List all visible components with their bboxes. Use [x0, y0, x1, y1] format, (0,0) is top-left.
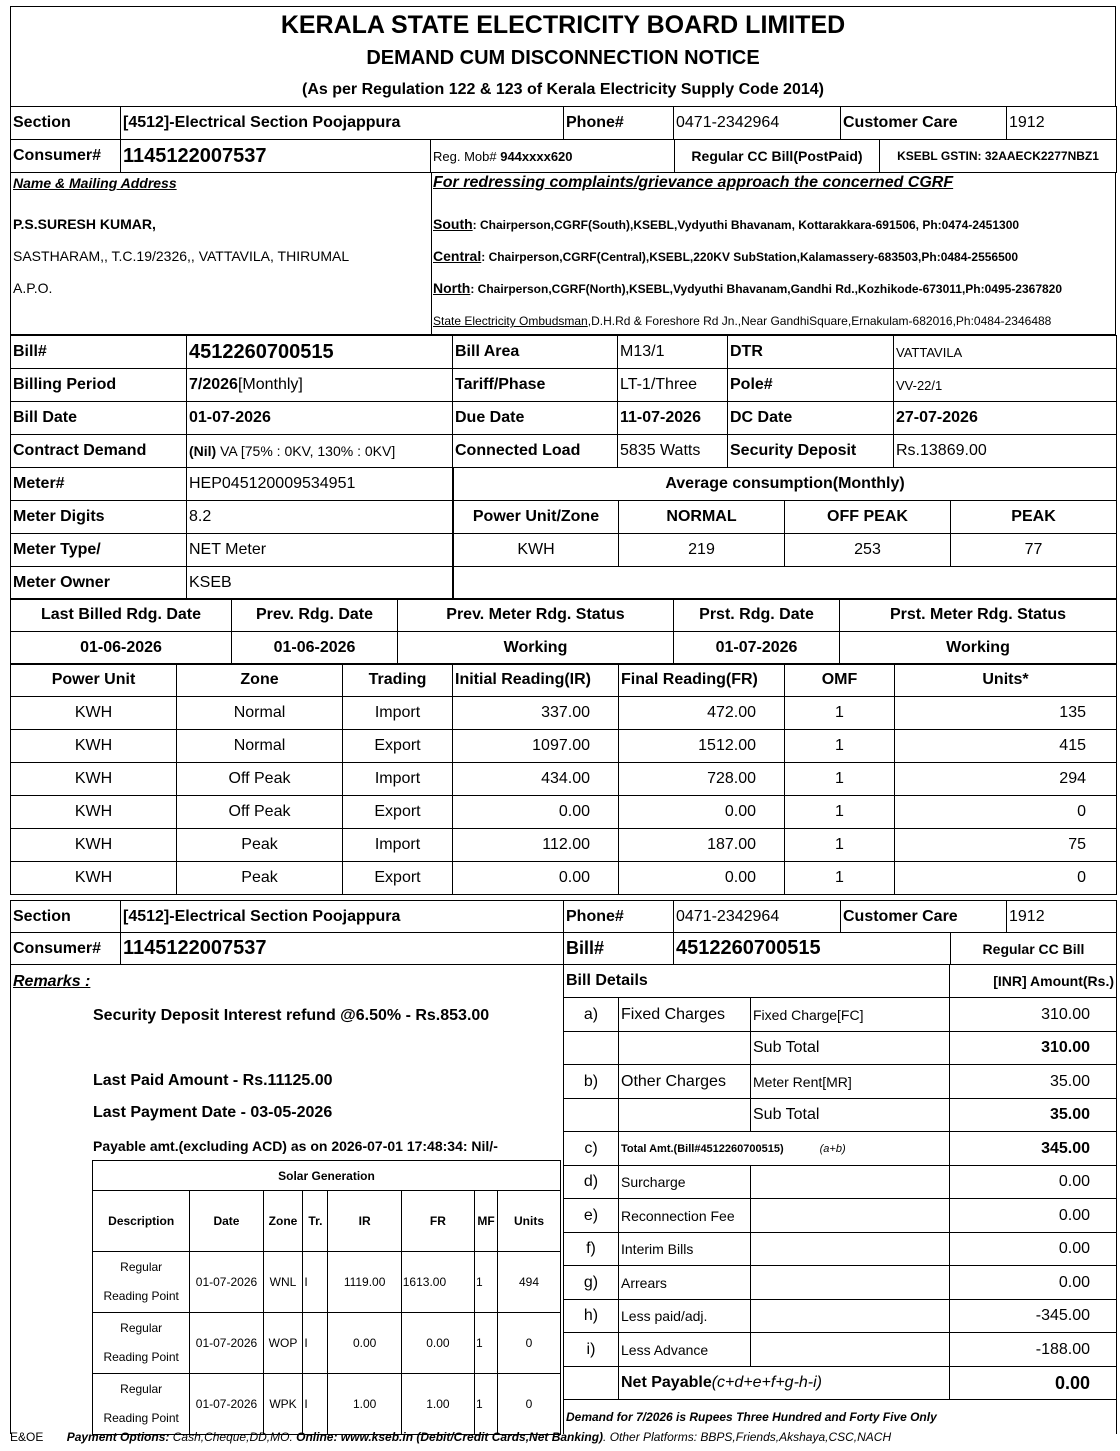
zone: Normal	[177, 697, 343, 730]
solar-zone: WPK	[263, 1374, 303, 1435]
solar-units: 0	[498, 1374, 561, 1435]
table-row	[11, 763, 1117, 796]
last-billed-date-label: Last Billed Rdg. Date	[11, 599, 232, 632]
readings-header: Final Reading(FR)	[619, 664, 785, 697]
south-cgrf: : Chairperson,CGRF(South),KSEBL,Vydyuthi Bhavanam, Kottarakkara-691506, Ph:0474-2451300	[472, 218, 1020, 232]
notice-title: DEMAND CUM DISCONNECTION NOTICE	[366, 47, 760, 69]
solar-date: 01-07-2026	[190, 1313, 263, 1374]
customer-care-value: 1912	[1007, 107, 1117, 140]
dc-date-label: DC Date	[728, 402, 894, 435]
address-line-2: A.P.O.	[13, 280, 53, 296]
solar-title: Solar Generation	[93, 1161, 561, 1191]
readings-header: Power Unit	[11, 664, 177, 697]
reconnection-fee-label: Reconnection Fee	[619, 1199, 751, 1233]
final-reading: 472.00	[619, 697, 785, 730]
power-unit: KWH	[11, 763, 177, 796]
avg-col-peak: PEAK	[951, 501, 1117, 534]
omf: 1	[785, 763, 895, 796]
surcharge-amount: 0.00	[950, 1166, 1117, 1199]
connected-load-value: 5835 Watts	[618, 435, 728, 468]
bill-header	[10, 6, 1116, 106]
slip-care-value: 1912	[1007, 901, 1117, 933]
item-letter: c)	[564, 1132, 619, 1166]
readings-header: Initial Reading(IR)	[453, 664, 619, 697]
slip-consumer-table	[10, 932, 1117, 965]
last-paid-amount: Last Paid Amount - Rs.11125.00	[93, 1072, 333, 1089]
north-cgrf: : Chairperson,CGRF(North),KSEBL,Vydyuthi Bhavanam,Gandhi Rd.,Kozhikode-673011,Ph:0495-2367820	[470, 282, 1063, 296]
power-unit: KWH	[11, 829, 177, 862]
table-row	[93, 1374, 561, 1435]
avg-col-offpeak: OFF PEAK	[785, 501, 951, 534]
total-amount: 345.00	[950, 1132, 1117, 1166]
bill-number: 4512260700515	[187, 336, 453, 369]
fixed-charges-label: Fixed Charges	[619, 998, 751, 1032]
total-amount-label: Total Amt.(Bill#4512260700515)	[621, 1142, 784, 1155]
bill-type: Regular CC Bill(PostPaid)	[675, 140, 880, 173]
solar-desc-sub: Reading Point	[103, 1289, 179, 1303]
section-value: [4512]-Electrical Section Poojappura	[121, 107, 564, 140]
reconnection-fee-amount: 0.00	[950, 1199, 1117, 1233]
board-title: KERALA STATE ELECTRICITY BOARD LIMITED	[280, 11, 846, 39]
solar-table	[92, 1160, 561, 1435]
slip-phone-value: 0471-2342964	[674, 901, 841, 933]
pole-label: Pole#	[728, 369, 894, 402]
solar-ir: 0.00	[328, 1313, 401, 1374]
arrears-label: Arrears	[619, 1266, 751, 1300]
solar-date: 01-07-2026	[190, 1252, 263, 1313]
net-payable-amount: 0.00	[950, 1367, 1117, 1400]
omf: 1	[785, 862, 895, 895]
solar-header: IR	[328, 1191, 401, 1252]
solar-fr: 1.00	[401, 1374, 474, 1435]
solar-tr: I	[303, 1252, 328, 1313]
solar-fr: 0.00	[401, 1313, 474, 1374]
grievance-heading: For redressing complaints/grievance approach the concerned CGRF	[433, 174, 954, 191]
meter-table	[10, 467, 453, 600]
slip-consumer-number: 1145122007537	[121, 933, 564, 965]
meter-digits: 8.2	[187, 501, 453, 534]
power-unit: KWH	[11, 796, 177, 829]
solar-mf: 1	[475, 1374, 498, 1435]
solar-mf: 1	[475, 1252, 498, 1313]
readings-header: Units*	[895, 664, 1117, 697]
table-row	[93, 1252, 561, 1313]
final-reading: 728.00	[619, 763, 785, 796]
slip-section-table	[10, 900, 1117, 933]
interim-bills-amount: 0.00	[950, 1233, 1117, 1266]
initial-reading: 0.00	[453, 796, 619, 829]
item-letter: h)	[564, 1300, 619, 1333]
omf: 1	[785, 796, 895, 829]
meter-owner-label: Meter Owner	[11, 567, 187, 600]
bill-area-label: Bill Area	[453, 336, 618, 369]
net-payable-label: Net Payable	[621, 1374, 712, 1391]
dc-date: 27-07-2026	[894, 402, 1117, 435]
solar-desc: Regular	[120, 1382, 163, 1396]
regmob-value: 944xxxx620	[500, 148, 573, 164]
prev-rdg-date-label: Prev. Rdg. Date	[232, 599, 398, 632]
central-cgrf: : Chairperson,CGRF(Central),KSEBL,220KV SubStation,Kalamassery-683503,Ph:0484-2556500	[481, 250, 1019, 264]
omf: 1	[785, 697, 895, 730]
due-date-label: Due Date	[453, 402, 618, 435]
south-label: South	[433, 216, 473, 232]
meter-label: Meter#	[11, 468, 187, 501]
demand-in-words: Demand for 7/2026 is Rupees Three Hundred and Forty Five Only	[564, 1400, 1117, 1434]
slip-section-value: [4512]-Electrical Section Poojappura	[121, 901, 564, 933]
omf: 1	[785, 730, 895, 763]
subtotal-other: 35.00	[950, 1099, 1117, 1132]
solar-desc: Regular	[120, 1260, 163, 1274]
item-letter: a)	[564, 998, 619, 1032]
trading: Export	[343, 796, 453, 829]
solar-units: 0	[498, 1313, 561, 1374]
north-label: North	[433, 280, 471, 296]
solar-zone: WOP	[263, 1313, 303, 1374]
solar-desc-sub: Reading Point	[103, 1411, 179, 1425]
regmob-label: Reg. Mob#	[433, 148, 497, 164]
customer-name: P.S.SURESH KUMAR,	[13, 216, 156, 232]
total-formula: (a+b)	[819, 1142, 846, 1155]
pole-value: VV-22/1	[894, 369, 1117, 402]
zone: Peak	[177, 862, 343, 895]
avg-consumption-title: Average consumption(Monthly)	[454, 468, 1117, 501]
section-table	[10, 106, 1117, 140]
meter-type-label: Meter Type/	[11, 534, 187, 567]
units: 415	[895, 730, 1117, 763]
ombudsman-address: ,D.H.Rd & Foreshore Rd Jn.,Near GandhiSquare,Ernakulam-682016,Ph:0484-2346488	[587, 314, 1052, 328]
units: 0	[895, 796, 1117, 829]
gstin: KSEBL GSTIN: 32AAECK2277NBZ1	[880, 140, 1117, 173]
reading-dates-table	[10, 598, 1117, 665]
avg-col-unit: Power Unit/Zone	[454, 501, 619, 534]
interim-bills-label: Interim Bills	[619, 1233, 751, 1266]
units: 135	[895, 697, 1117, 730]
less-paid-amount: -345.00	[950, 1300, 1117, 1333]
section-label: Section	[11, 107, 121, 140]
item-letter: b)	[564, 1065, 619, 1099]
readings-header: Trading	[343, 664, 453, 697]
billing-period-label: Billing Period	[11, 369, 187, 402]
last-payment-date: Last Payment Date - 03-05-2026	[93, 1104, 333, 1121]
slip-section-label: Section	[11, 901, 121, 933]
final-reading: 0.00	[619, 862, 785, 895]
readings-header: OMF	[785, 664, 895, 697]
table-row	[93, 1313, 561, 1374]
bill-details-label: Bill Details	[564, 965, 950, 998]
prst-rdg-date: 01-07-2026	[674, 632, 840, 665]
billing-frequency: [Monthly]	[237, 376, 303, 393]
readings-header: Zone	[177, 664, 343, 697]
initial-reading: 0.00	[453, 862, 619, 895]
address-line-1: SASTHARAM,, T.C.19/2326,, VATTAVILA, THIRUMAL	[13, 248, 350, 264]
meter-type: NET Meter	[187, 534, 453, 567]
table-row	[11, 730, 1117, 763]
solar-header: Units	[498, 1191, 561, 1252]
address-label: Name & Mailing Address	[13, 175, 177, 191]
contract-demand-value: VA [75% : 0KV, 130% : 0KV]	[216, 443, 396, 459]
prst-rdg-status-label: Prst. Meter Rdg. Status	[840, 599, 1117, 632]
solar-tr: I	[303, 1313, 328, 1374]
less-advance-label: Less Advance	[619, 1333, 751, 1367]
security-deposit-value: Rs.13869.00	[894, 435, 1117, 468]
solar-units: 494	[498, 1252, 561, 1313]
table-row	[11, 697, 1117, 730]
online-payment: Online: www.kseb.in (Debit/Credit Cards,Net Banking)	[292, 1430, 604, 1444]
solar-header: Description	[93, 1191, 190, 1252]
regulation-note: (As per Regulation 122 & 123 of Kerala Electricity Supply Code 2014)	[302, 81, 824, 98]
power-unit: KWH	[11, 697, 177, 730]
security-deposit-label: Security Deposit	[728, 435, 894, 468]
due-date: 11-07-2026	[618, 402, 728, 435]
dtr-value: VATTAVILA	[894, 336, 1117, 369]
bill-area-value: M13/1	[618, 336, 728, 369]
solar-mf: 1	[475, 1313, 498, 1374]
solar-desc: Regular	[120, 1321, 163, 1335]
subtotal-fixed: 310.00	[950, 1032, 1117, 1065]
meter-number: HEP045120009534951	[187, 468, 453, 501]
slip-consumer-label: Consumer#	[11, 933, 121, 965]
avg-col-normal: NORMAL	[619, 501, 785, 534]
arrears-amount: 0.00	[950, 1266, 1117, 1300]
table-row	[11, 796, 1117, 829]
meter-owner: KSEB	[187, 567, 453, 600]
trading: Import	[343, 829, 453, 862]
table-row	[11, 862, 1117, 895]
remarks-label: Remarks :	[13, 973, 91, 990]
avg-unit: KWH	[454, 534, 619, 567]
tariff-value: LT-1/Three	[618, 369, 728, 402]
bill-date: 01-07-2026	[187, 402, 453, 435]
meter-rent-label: Meter Rent[MR]	[751, 1065, 950, 1099]
item-letter: e)	[564, 1199, 619, 1233]
solar-zone: WNL	[263, 1252, 303, 1313]
trading: Export	[343, 730, 453, 763]
eoe-note: E&OE	[10, 1430, 44, 1444]
solar-ir: 1119.00	[328, 1252, 401, 1313]
less-paid-label: Less paid/adj.	[619, 1300, 751, 1333]
omf: 1	[785, 829, 895, 862]
units: 294	[895, 763, 1117, 796]
item-letter: g)	[564, 1266, 619, 1300]
customer-care-label: Customer Care	[841, 107, 1007, 140]
phone-value: 0471-2342964	[674, 107, 841, 140]
fixed-charge-label: Fixed Charge[FC]	[751, 998, 950, 1032]
payment-options-label: Payment Options:	[66, 1430, 170, 1444]
payment-methods: Cash,Cheque,DD,MO.	[169, 1430, 293, 1444]
contract-demand-nil: (Nil)	[189, 443, 217, 459]
meter-rent-amount: 35.00	[950, 1065, 1117, 1099]
consumer-label: Consumer#	[11, 140, 121, 173]
initial-reading: 337.00	[453, 697, 619, 730]
solar-ir: 1.00	[328, 1374, 401, 1435]
ombudsman-label: State Electricity Ombudsman	[433, 314, 588, 328]
table-row	[11, 829, 1117, 862]
slip-bill-label: Bill#	[564, 933, 674, 965]
zone: Off Peak	[177, 796, 343, 829]
dtr-label: DTR	[728, 336, 894, 369]
item-letter: d)	[564, 1166, 619, 1199]
solar-tr: I	[303, 1374, 328, 1435]
net-payable-formula: (c+d+e+f+g-h-i)	[711, 1374, 822, 1391]
solar-header: Tr.	[303, 1191, 328, 1252]
central-label: Central	[433, 248, 482, 264]
avg-offpeak: 253	[785, 534, 951, 567]
prev-rdg-status: Working	[398, 632, 674, 665]
slip-care-label: Customer Care	[841, 901, 1007, 933]
sd-interest-refund: Security Deposit Interest refund @6.50% - Rs.853.00	[93, 1007, 490, 1024]
slip-phone-label: Phone#	[564, 901, 674, 933]
avg-normal: 219	[619, 534, 785, 567]
initial-reading: 1097.00	[453, 730, 619, 763]
bill-number-label: Bill#	[11, 336, 187, 369]
solar-date: 01-07-2026	[190, 1374, 263, 1435]
readings-table	[10, 663, 1117, 895]
payable-amount: Payable amt.(excluding ACD) as on 2026-07-01 17:48:34: Nil/-	[93, 1138, 498, 1154]
solar-header: FR	[401, 1191, 474, 1252]
other-charges-label: Other Charges	[619, 1065, 751, 1099]
trading: Export	[343, 862, 453, 895]
slip-bill-number: 4512260700515	[674, 933, 951, 965]
solar-fr: 1613.00	[401, 1252, 474, 1313]
power-unit: KWH	[11, 730, 177, 763]
billing-period: 7/2026	[189, 376, 238, 393]
avg-peak: 77	[951, 534, 1117, 567]
address-divider	[431, 172, 432, 334]
bill-info-table	[10, 335, 1117, 468]
amount-header: [INR] Amount(Rs.)	[950, 965, 1117, 998]
solar-desc-sub: Reading Point	[103, 1350, 179, 1364]
bill-details-table	[563, 964, 1117, 1434]
trading: Import	[343, 697, 453, 730]
consumer-number: 1145122007537	[121, 140, 431, 173]
bill-date-label: Bill Date	[11, 402, 187, 435]
final-reading: 0.00	[619, 796, 785, 829]
solar-header: Date	[190, 1191, 263, 1252]
other-platforms: . Other Platforms: BBPS,Friends,Akshaya,CSC,NACH	[603, 1430, 892, 1444]
power-unit: KWH	[11, 862, 177, 895]
units: 75	[895, 829, 1117, 862]
consumer-table	[10, 139, 1117, 173]
solar-header: MF	[475, 1191, 498, 1252]
tariff-label: Tariff/Phase	[453, 369, 618, 402]
subtotal-label: Sub Total	[751, 1099, 950, 1132]
zone: Off Peak	[177, 763, 343, 796]
fixed-charge-amount: 310.00	[950, 998, 1117, 1032]
units: 0	[895, 862, 1117, 895]
prev-rdg-date: 01-06-2026	[232, 632, 398, 665]
zone: Peak	[177, 829, 343, 862]
meter-digits-label: Meter Digits	[11, 501, 187, 534]
prev-rdg-status-label: Prev. Meter Rdg. Status	[398, 599, 674, 632]
last-billed-date: 01-06-2026	[11, 632, 232, 665]
item-letter: f)	[564, 1233, 619, 1266]
initial-reading: 434.00	[453, 763, 619, 796]
item-letter: i)	[564, 1333, 619, 1367]
less-advance-amount: -188.00	[950, 1333, 1117, 1367]
address-block	[10, 172, 1116, 335]
prst-rdg-status: Working	[840, 632, 1117, 665]
trading: Import	[343, 763, 453, 796]
final-reading: 187.00	[619, 829, 785, 862]
solar-header: Zone	[263, 1191, 303, 1252]
subtotal-label: Sub Total	[751, 1032, 950, 1065]
phone-label: Phone#	[564, 107, 674, 140]
prst-rdg-date-label: Prst. Rdg. Date	[674, 599, 840, 632]
final-reading: 1512.00	[619, 730, 785, 763]
surcharge-label: Surcharge	[619, 1166, 751, 1199]
slip-bill-type: Regular CC Bill	[951, 933, 1117, 965]
initial-reading: 112.00	[453, 829, 619, 862]
payment-footer	[10, 1430, 1110, 1444]
contract-demand-label: Contract Demand	[11, 435, 187, 468]
connected-load-label: Connected Load	[453, 435, 618, 468]
avg-consumption-table	[453, 467, 1117, 600]
zone: Normal	[177, 730, 343, 763]
